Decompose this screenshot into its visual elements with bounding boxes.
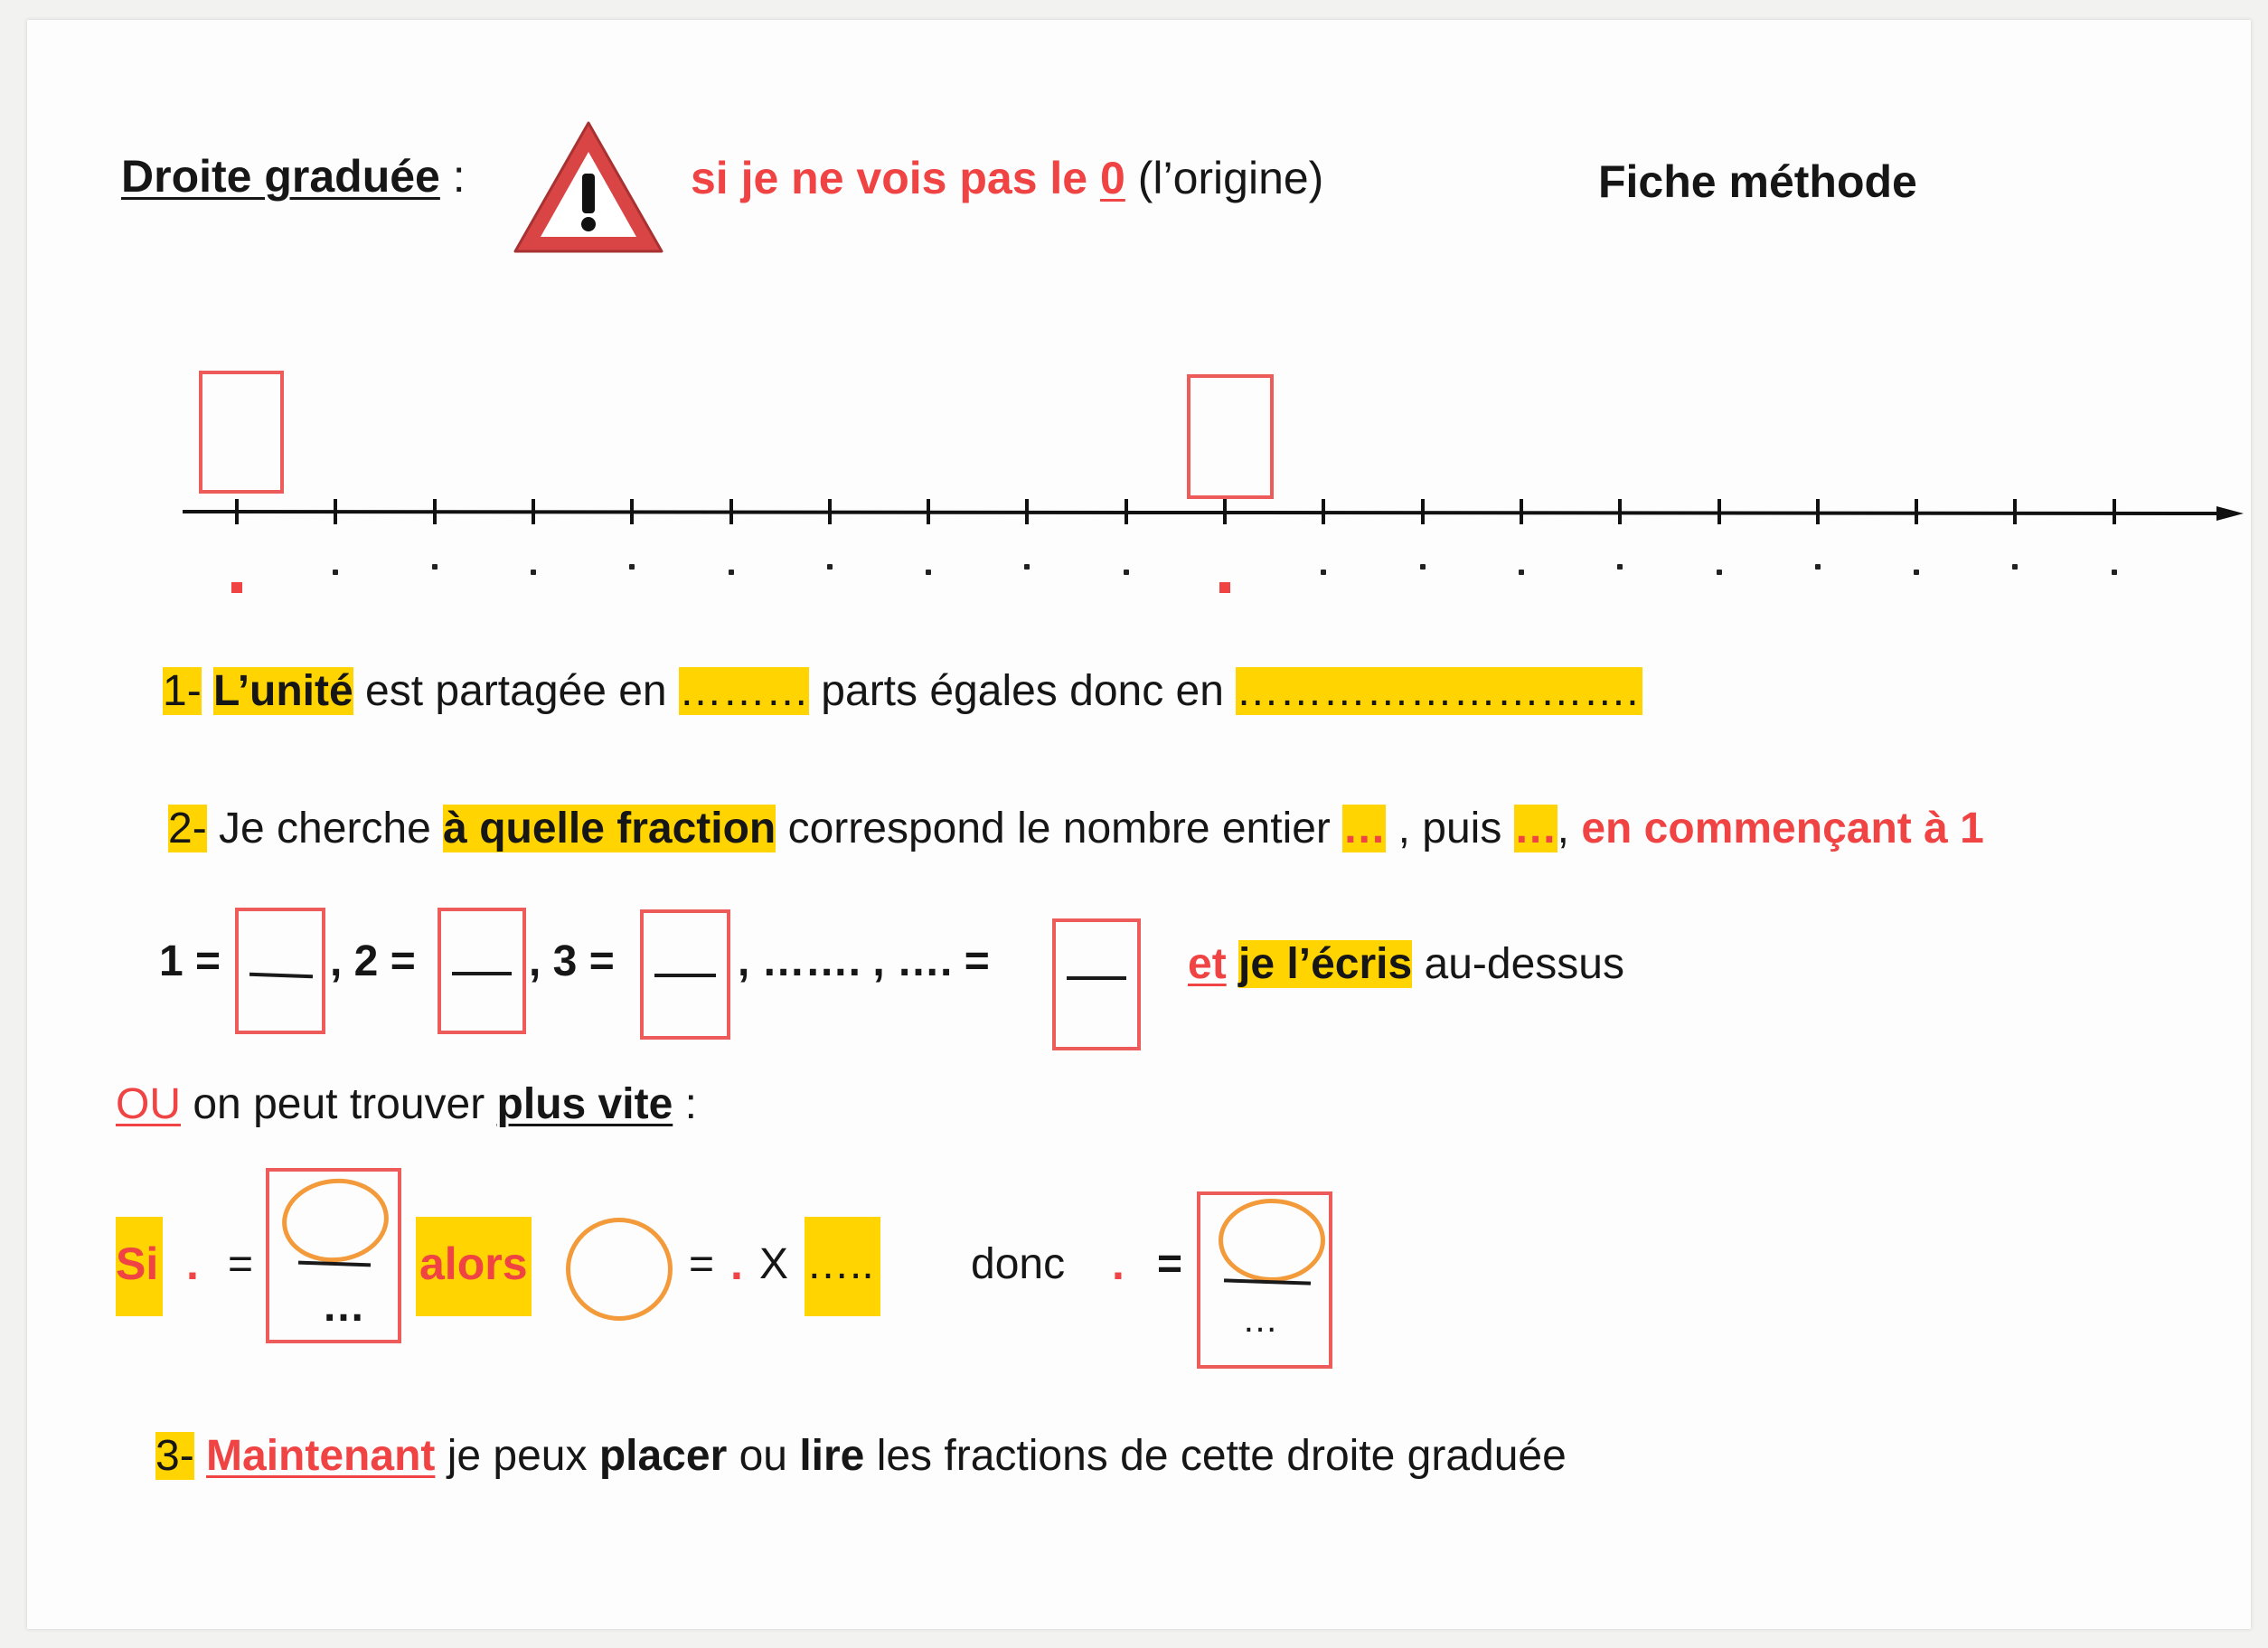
graduation-dot [1717, 570, 1722, 575]
highlighted-graduation-dot [231, 582, 242, 593]
tick-mark [1125, 499, 1128, 524]
step-3: 3- Maintenant je peux placer ou lire les fractions de cette droite graduée [155, 1432, 1567, 1480]
graduation-dot [1617, 564, 1623, 570]
tick-mark [235, 499, 239, 524]
ou-label: OU [116, 1080, 181, 1128]
parts-blank[interactable]: ……… [678, 667, 809, 715]
donc-equals: = [1157, 1240, 1183, 1288]
donc-dot: . [1112, 1238, 1125, 1289]
tick-mark [532, 499, 535, 524]
tick-mark [1915, 499, 1918, 524]
numerator-circle-donc[interactable] [1219, 1199, 1325, 1282]
graduation-dot [1519, 570, 1524, 575]
write-above-instruction: et je l’écris au-dessus [1188, 940, 1624, 988]
graduation-dot [926, 570, 931, 575]
number-line [181, 490, 2251, 535]
graduation-dot [1024, 564, 1030, 570]
graduation-dot [531, 570, 536, 575]
step-2: 2- Je cherche à quelle fraction correspond le nombre entier … , puis …, en commençant à 1 [168, 805, 1984, 852]
plus-vite-label: plus vite [496, 1080, 673, 1128]
page-title [121, 150, 466, 202]
fraction-box-4[interactable] [1052, 918, 1141, 1050]
fraction-bar-4 [1067, 976, 1126, 980]
multiplier-blank[interactable]: ….. [806, 1240, 874, 1288]
fraction-box-1[interactable] [235, 908, 325, 1034]
title-text: Droite graduée [121, 151, 440, 202]
tick-mark [1816, 499, 1820, 524]
step-1: 1- L’unité est partagée en ……… parts égales donc en ………………………. [163, 664, 1642, 720]
integer-blank-2[interactable]: … [1513, 805, 1557, 852]
graduation-dot [2112, 570, 2117, 575]
fraction-box-2[interactable] [438, 908, 526, 1034]
alors-equals: = [689, 1240, 715, 1288]
sheet-type-label: Fiche méthode [1598, 156, 1917, 207]
si-label: Si [116, 1238, 159, 1289]
tick-mark [334, 499, 337, 524]
integer-blank-1[interactable]: … [1342, 805, 1387, 852]
fraction-bar-2 [452, 972, 512, 975]
tick-mark [433, 499, 437, 524]
graduation-dot [729, 570, 734, 575]
tick-mark [630, 499, 634, 524]
eq-1-label: 1 = [159, 937, 221, 985]
denominator-si: … [322, 1283, 365, 1331]
step-2-number: 2- [168, 805, 207, 852]
maintenant-label: Maintenant [206, 1432, 436, 1480]
empty-circle[interactable] [566, 1218, 673, 1321]
step-3-number: 3- [155, 1432, 194, 1480]
lire-label: lire [799, 1432, 865, 1480]
tick-mark [828, 499, 832, 524]
tick-mark [2013, 499, 2017, 524]
answer-box-unit[interactable] [1187, 374, 1274, 499]
tick-mark [1322, 499, 1325, 524]
tick-mark [1025, 499, 1029, 524]
eq-3-label: , 3 = [529, 937, 615, 985]
tick-mark [2113, 499, 2116, 524]
eq-2-label: , 2 = [330, 937, 416, 985]
graduation-dot [432, 564, 438, 570]
graduation-dot [1420, 564, 1426, 570]
ecris-label: je l’écris [1238, 940, 1413, 988]
graduation-dot [1914, 570, 1919, 575]
unit-term: L’unité [213, 667, 353, 715]
alors-dot: . [730, 1238, 743, 1289]
warning-icon [510, 118, 667, 259]
graduation-dot [1124, 570, 1129, 575]
fraction-term: à quelle fraction [443, 805, 776, 852]
fraction-bar-3 [654, 974, 716, 977]
graduation-dot [827, 564, 833, 570]
step-1-number: 1- [163, 667, 202, 715]
graduation-dot [629, 564, 635, 570]
tick-mark [1223, 499, 1227, 524]
times-sign: X [759, 1240, 789, 1288]
placer-label: placer [598, 1432, 728, 1480]
graduation-dot [1321, 570, 1326, 575]
si-dot: . [186, 1238, 199, 1289]
answer-box-origin[interactable] [199, 371, 284, 494]
graduation-dot [333, 570, 338, 575]
et-label: et [1188, 940, 1227, 988]
graduation-dot [2012, 564, 2018, 570]
ou-line: OU on peut trouver plus vite : [116, 1080, 697, 1128]
denominator-donc: … [1242, 1300, 1278, 1340]
graduation-dot [1815, 564, 1821, 570]
highlighted-graduation-dot [1219, 582, 1230, 593]
fraction-blank[interactable]: ………………………. [1236, 667, 1642, 715]
start-instruction: en commençant à 1 [1581, 805, 1984, 852]
eq-4-label: , ……. , …. = [738, 937, 990, 985]
donc-label: donc [971, 1240, 1066, 1288]
worksheet [27, 20, 2251, 1629]
tick-mark [1717, 499, 1721, 524]
title-colon: : [452, 151, 466, 202]
zero-label: 0 [1100, 153, 1125, 203]
tick-mark [927, 499, 930, 524]
alors-label: alors [419, 1238, 528, 1289]
tick-mark [729, 499, 733, 524]
warning-text: si je ne vois pas le 0 (l’origine) [691, 153, 1324, 203]
tick-mark [1421, 499, 1425, 524]
si-equals: = [228, 1240, 254, 1288]
tick-mark [1618, 499, 1622, 524]
tick-mark [1520, 499, 1523, 524]
